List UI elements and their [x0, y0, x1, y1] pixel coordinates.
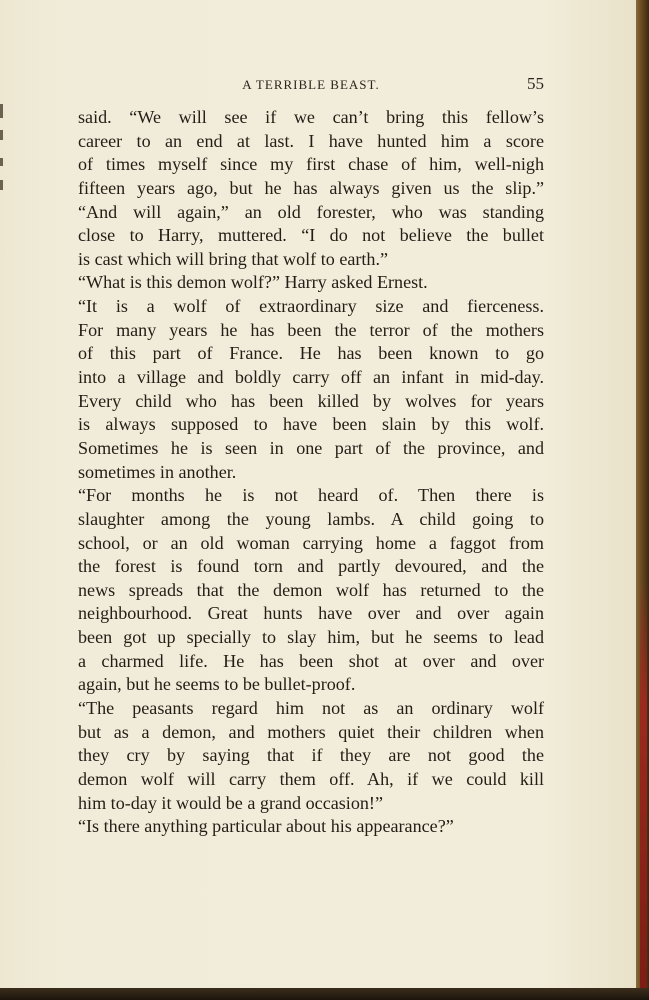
- text-line: “The peasants regard him not as an ordinary wolf: [78, 698, 544, 719]
- text-line: neighbourhood. Great hunts have over and over again: [78, 603, 544, 624]
- page-number: 55: [527, 74, 544, 93]
- book-edge-bottom: [0, 988, 649, 1000]
- text-line: is cast which will bring that wolf to earth.”: [78, 248, 389, 269]
- text-line: Every child who has been killed by wolves for years: [78, 390, 544, 411]
- text-line: news spreads that the demon wolf has returned to the: [78, 579, 544, 600]
- text-line: again, but he seems to be bullet-proof.: [78, 674, 356, 695]
- text-line: “It is a wolf of extraordinary size and fierceness.: [78, 296, 544, 317]
- running-title: A TERRIBLE BEAST.: [242, 77, 380, 92]
- text-line: demon wolf will carry them off. Ah, if we could kill: [78, 768, 544, 789]
- book-edge-right: [636, 0, 649, 1000]
- text-line: Sometimes he is seen in one part of the province, and: [78, 437, 544, 458]
- text-line: said. “We will see if we can’t bring this fellow’s: [78, 107, 544, 127]
- text-line: is always supposed to have been slain by this wolf.: [78, 414, 544, 435]
- text-line: but as a demon, and mothers quiet their children when: [78, 721, 544, 742]
- text-line: been got up specially to slay him, but he seems to lead: [78, 627, 544, 648]
- text-line: “What is this demon wolf?” Harry asked Ernest.: [78, 272, 428, 293]
- text-line: For many years he has been the terror of the mothers: [78, 319, 544, 340]
- text-line: a charmed life. He has been shot at over and over: [78, 650, 544, 671]
- text-line: “For months he is not heard of. Then there is: [78, 485, 544, 506]
- text-line: the forest is found torn and partly devoured, and the: [78, 556, 544, 577]
- text-line: close to Harry, muttered. “I do not believe the bullet: [78, 225, 544, 246]
- text-line: they cry by saying that if they are not good the: [78, 745, 544, 766]
- text-line: sometimes in another.: [78, 461, 237, 482]
- text-line: slaughter among the young lambs. A child going to: [78, 508, 544, 529]
- text-line: of times myself since my first chase of him, well-nigh: [78, 154, 544, 175]
- text-line: fifteen years ago, but he has always given us the slip.”: [78, 177, 544, 198]
- text-line: “Is there anything particular about his appearance?”: [78, 816, 454, 837]
- text-line: him to-day it would be a grand occasion!”: [78, 792, 383, 813]
- text-line: career to an end at last. I have hunted him a score: [78, 130, 544, 151]
- text-line: into a village and boldly carry off an infant in mid-day.: [78, 367, 544, 388]
- body-text: [78, 106, 544, 839]
- text-line: school, or an old woman carrying home a faggot from: [78, 532, 544, 553]
- running-header: [78, 74, 544, 94]
- text-line: of this part of France. He has been known to go: [78, 343, 544, 364]
- text-line: “And will again,” an old forester, who was standing: [78, 201, 544, 222]
